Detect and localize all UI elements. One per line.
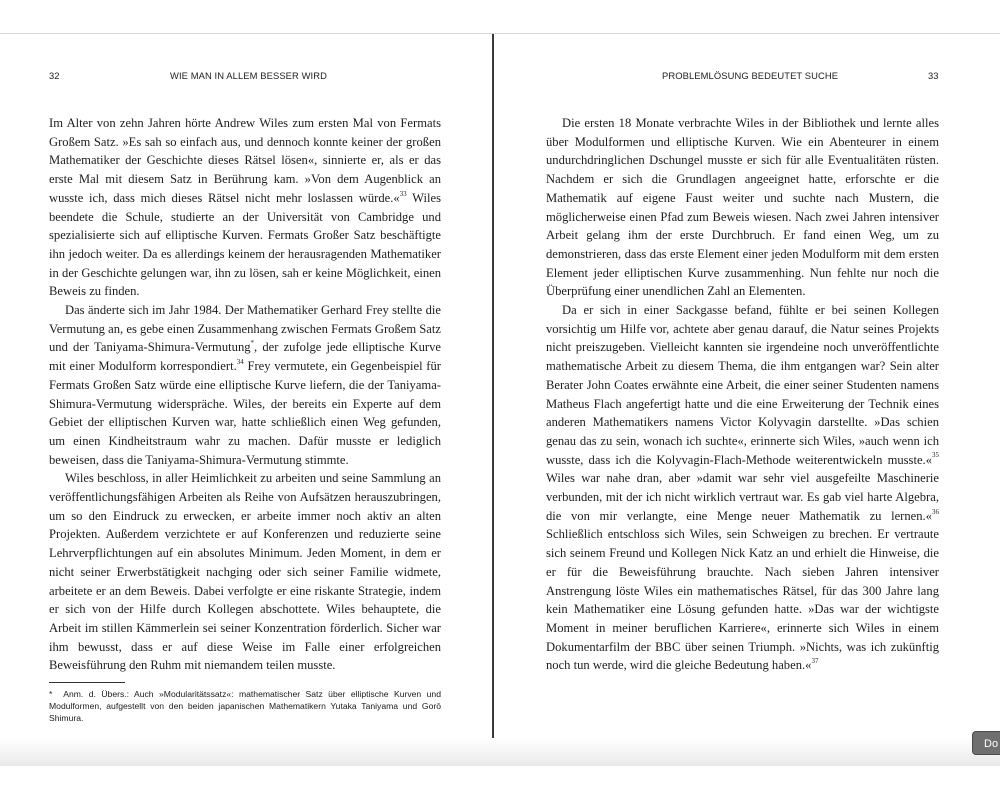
paragraph: Wiles beschloss, in aller Heimlichkeit zu arbeiten und seine Sammlung an veröffentlichungsfähigen Arbeiten als Reihe von Aufsätzen herauszubringen, um so den Eindruck zu erwecken, er arbeite immer noch aktiv an alten Projekten. Außerdem verzichtete er auf Konferenzen und reduzierte seine Lehrverpflichtungen auf ein absolutes Minimum. Jeden Moment, in dem er nicht seiner Erwerbstätigkeit nachging oder sich seiner Familie widmete, arbeitete er an dem Beweis. Dabei verfolgte er eine riskante Strategie, indem er sich von der Hilfe durch Kollegen abschottete. Wiles behauptete, die Arbeit im stillen Kämmerlein sei seiner Konzentration förderlich. Sicher war ihm bewusst, dass er auf diese Weise im Falle einer erfolgreichen Beweisführung den Ruhm mit niemandem teilen musste. bbox=[49, 471, 441, 673]
page-number-left: 32 bbox=[49, 70, 60, 81]
left-page bbox=[0, 34, 492, 764]
paragraph: Im Alter von zehn Jahren hörte Andrew Wiles zum ersten Mal von Fermats Großem Satz. »Es sah so einfach aus, und dennoch konnte keiner der großen Mathematiker der Geschichte dieses Rätsel lösen«, sinnierte er, als er das erste Mal mit diesem Satz in Berührung kam. »Von dem Augenblick an wusste ich, dass mich dieses Rätsel nicht mehr loslassen würde.«$^{33}$ Wiles beendete die Schule, studierte an der Universität von Cambridge und spezialisierte sich auf elliptische Kurven. Fermats Großer Satz beschäftigte ihn jedoch weiter. Da es allerdings keinem der herausragenden Mathematiker in der Geschichte gelungen war, ihn zu lösen, sah er keine Möglichkeit, einen Beweis zu finden. bbox=[49, 116, 441, 299]
right-body-text bbox=[546, 114, 939, 675]
done-button[interactable] bbox=[972, 731, 1000, 755]
paragraph: Das änderte sich im Jahr 1984. Der Mathematiker Gerhard Frey stellte die Vermutung an, es gebe einen Zusammenhang zwischen Fermats Großem Satz und der Taniyama-Shimura-Vermutung*, der zufolge jede elliptische Kurve mit einer Modulform korrespondiert.$^{34}$ Frey vermutete, ein Gegenbeispiel für Fermats Großen Satz würde eine elliptische Kurve liefern, die der Taniyama-Shimura-Vermutung widerspräche. Wiles, der bereits ein Experte auf dem Gebiet der elliptischen Kurven war, hatte schließlich einen Weg gefunden, um einen Kindheitstraum wahr zu machen. Dafür musste er lediglich beweisen, dass die Taniyama-Shimura-Vermutung stimmte. bbox=[49, 303, 441, 467]
right-page bbox=[494, 34, 1000, 764]
running-head-right: PROBLEMLÖSUNG BEDEUTET SUCHE bbox=[662, 70, 839, 81]
footnote-marker[interactable]: * bbox=[250, 339, 255, 348]
paragraph: Die ersten 18 Monate verbrachte Wiles in der Bibliothek und lernte alles über Modulformen und elliptische Kurven. Wie ein Abenteurer in einem undurchdringlichen Dschungel musste er sich für alle Eventualitäten rüsten. Nachdem er sich die Grundlagen angeeignet hatte, erforschte er die Mathematik auf eigene Faust weiter und suchte nach Mustern, die möglicherweise einen Pfad zum Beweis wiesen. Nach zwei Jahren intensiver Arbeit gelang ihm der erste Durchbruch. Er fand einen Weg, um zu demonstrieren, dass das erste Element einer jeden Modulform mit dem ersten Element jeder elliptischen Kurve zusammenhing. Nun fehlte nur noch die Überprüfung einer unendlichen Zahl an Elementen. bbox=[546, 116, 939, 299]
viewer-bottom-bar bbox=[0, 766, 1000, 800]
running-head-left: WIE MAN IN ALLEM BESSER WIRD bbox=[170, 70, 327, 81]
page-bottom-shade bbox=[0, 738, 1000, 766]
endnote-marker[interactable]: 36 bbox=[932, 507, 939, 516]
endnote-marker[interactable]: 33 bbox=[399, 189, 407, 198]
page-number-right: 33 bbox=[928, 70, 939, 81]
endnote-marker[interactable]: 34 bbox=[236, 357, 244, 366]
done-button-label: Do bbox=[984, 738, 999, 750]
left-body-text bbox=[49, 114, 441, 675]
footnote: * Anm. d. Übers.: Auch »Modularitätssatz«: mathematischer Satz über elliptische Kurven und Modulformen, aufgestellt von den beiden japanischen Mathematikern Yutaka Taniyama und Gorō Shimura. bbox=[49, 689, 441, 723]
endnote-marker[interactable]: 35 bbox=[932, 451, 939, 460]
footnote-rule bbox=[49, 682, 125, 683]
endnote-marker[interactable]: 37 bbox=[811, 657, 819, 666]
paragraph: Da er sich in einer Sackgasse befand, fühlte er bei seinen Kollegen vorsichtig um Hilfe vor, achtete aber genau darauf, die Natur seines Projekts nicht preiszugeben. Vielleicht kannten sie irgendeine noch unveröffentlichte mathematische Arbeit zu diesem Thema, die ihm entgangen war? Sein alter Berater John Coates erwähnte eine Arbeit, die einer seiner Studenten namens Matheus Flach angefertigt hatte und die eine Erweiterung der Technik eines anderen Mathematikers namens Victor Kolyvagin darstellte. »Das schien genau das zu sein, wonach ich suchte«, erinnerte sich Wiles, »auch wenn ich wusste, dass ich die Kolyvagin-Flach-Methode weiterentwickeln musste.«$^{35}$ Wiles war nahe dran, aber »damit war sehr viel ausgefeilte Maschinerie verbunden, mit der ich nicht wirklich vertraut war. Es gab viel harte Algebra, die von mir verlangte, eine Menge neuer Mathematik zu lernen.«$^{36}$ Schließlich entschloss sich Wiles, sein Schweigen zu brechen. Er vertraute sich seinem Freund und Kollegen Nick Katz an und erhielt die Hinweise, die er für die Beweisführung brauchte. Nach sieben Jahren intensiver Anstrengung löste Wiles ein mathematisches Rätsel, für das 300 Jahre lang kein Mathematiker eine Lösung gefunden hatte. »Das war der wichtigste Moment in meiner beruflichen Karriere«, erinnerte sich Wiles in einem Dokumentarfilm der BBC über seinen Triumph. »Nichts, was ich zukünftig noch tun werde, wird die gleiche Bedeutung haben.«$^{37}$ bbox=[546, 303, 939, 673]
